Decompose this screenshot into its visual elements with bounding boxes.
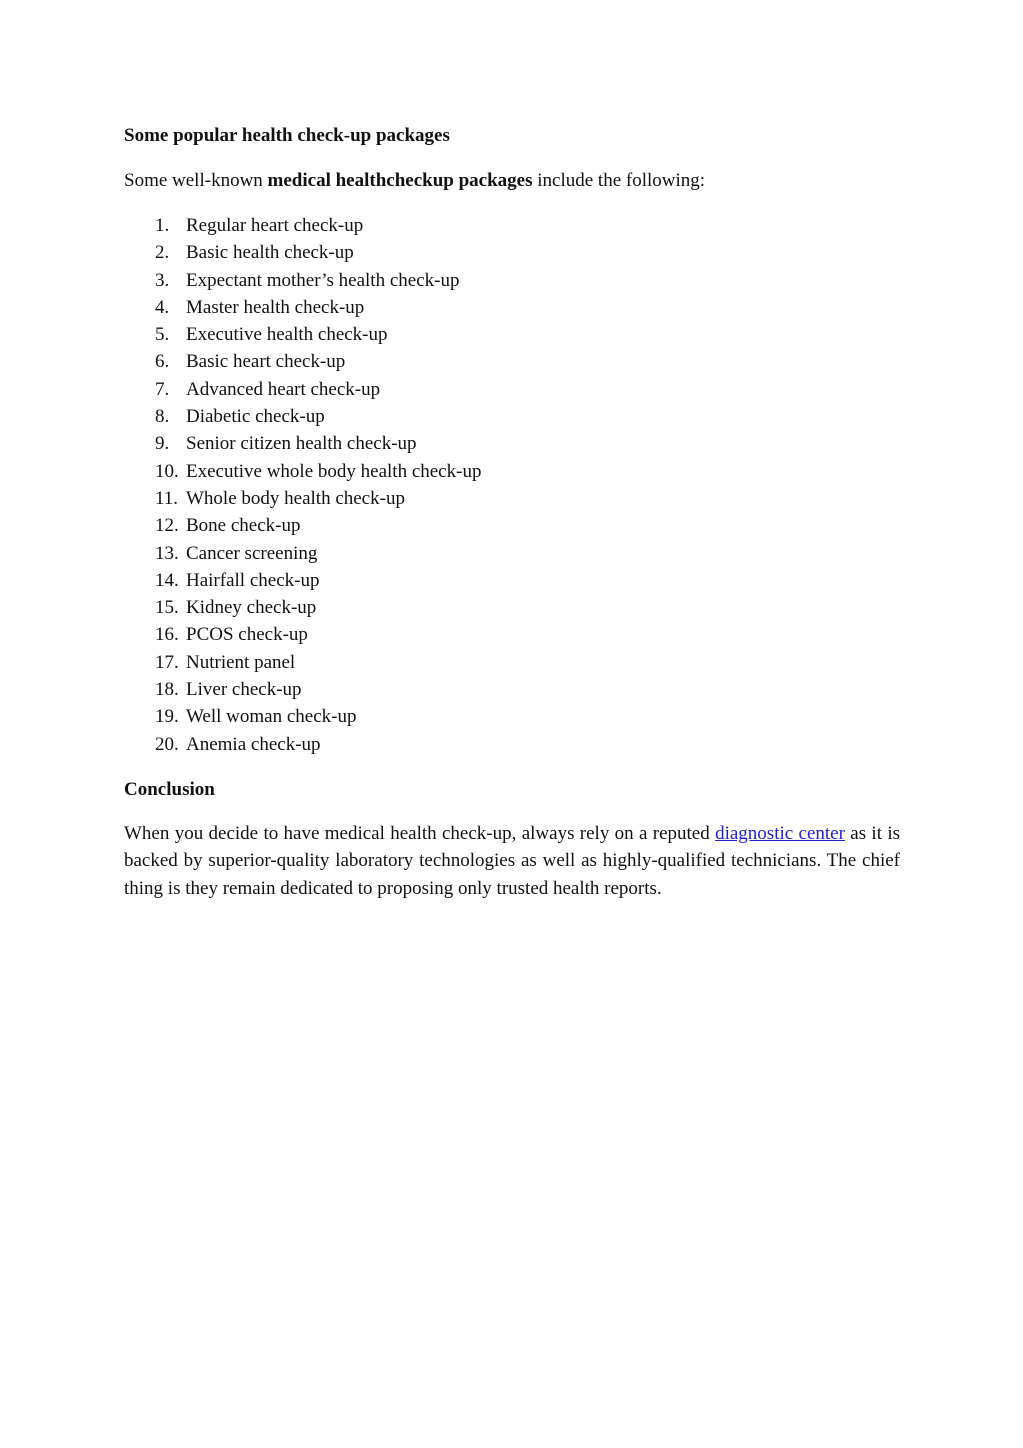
list-item (124, 321, 900, 348)
list-item-number: 3. (155, 269, 170, 291)
intro-text-after: include the following: (532, 170, 706, 191)
list-item (124, 540, 900, 567)
list-item-number: 5. (155, 324, 170, 346)
list-item-label: Advanced heart check-up (186, 378, 381, 400)
list-item-number: 14. (155, 569, 179, 591)
list-item-label: Well woman check-up (186, 706, 357, 728)
intro-paragraph (124, 167, 900, 194)
list-item-number: 17. (155, 651, 179, 673)
list-item (124, 430, 900, 457)
list-item (124, 294, 900, 321)
list-item-label: Anemia check-up (186, 733, 321, 755)
list-item (124, 621, 900, 648)
conclusion-text-after: as it is backed by superior-quality laboratory technologies as well as highly-qualified technicians. The chief thing is they remain dedicated to proposing only trusted health reports. (124, 822, 900, 899)
list-item-label: Expectant mother’s health check-up (186, 269, 460, 291)
list-item-number: 13. (155, 542, 179, 564)
list-item-number: 8. (155, 406, 170, 428)
list-item-label: Senior citizen health check-up (186, 433, 417, 455)
list-item-label: Regular heart check-up (186, 215, 364, 236)
list-item-label: PCOS check-up (186, 624, 308, 646)
list-item-number: 18. (155, 679, 179, 701)
list-item-number: 20. (155, 733, 179, 755)
list-item-label: Cancer screening (186, 542, 318, 564)
list-item-number: 9. (155, 433, 170, 455)
list-item (124, 403, 900, 430)
list-item-label: Executive whole body health check-up (186, 460, 482, 482)
list-item-number: 19. (155, 706, 179, 728)
diagnostic-center-link[interactable]: diagnostic center (715, 822, 845, 844)
list-item-label: Diabetic check-up (186, 406, 325, 428)
list-item-label: Whole body health check-up (186, 487, 405, 509)
list-item-label: Hairfall check-up (186, 569, 320, 591)
list-item (124, 594, 900, 621)
intro-text-before: Some well-known (124, 170, 268, 191)
list-item (124, 239, 900, 266)
list-item (124, 348, 900, 375)
intro-bold-phrase: medical healthcheckup packages (267, 170, 533, 191)
list-item-label: Master health check-up (186, 296, 365, 318)
packages-list (124, 212, 900, 758)
conclusion-text-before: When you decide to have medical health check-up, always rely on a reputed (124, 822, 716, 844)
conclusion-paragraph (124, 820, 900, 903)
list-item-label: Liver check-up (186, 679, 302, 701)
list-item (124, 458, 900, 485)
list-item-number: 16. (155, 624, 179, 646)
conclusion-heading: Conclusion (124, 778, 215, 800)
list-item (124, 267, 900, 294)
list-item-number: 10. (155, 460, 179, 482)
list-item-number: 11. (155, 487, 179, 509)
list-item-number: 12. (155, 515, 179, 537)
list-item (124, 649, 900, 676)
list-item-label: Bone check-up (186, 515, 301, 537)
list-item-number: 15. (155, 597, 179, 619)
list-item-label: Basic heart check-up (186, 351, 346, 373)
section-heading: Some popular health check-up packages (124, 125, 450, 146)
document-content (124, 122, 900, 902)
list-item-number: 1. (155, 215, 170, 236)
list-item (124, 676, 900, 703)
list-item (124, 703, 900, 730)
list-item-label: Basic health check-up (186, 242, 354, 264)
list-item (124, 212, 900, 239)
list-item (124, 731, 900, 758)
list-item-number: 6. (155, 351, 170, 373)
list-item (124, 485, 900, 512)
list-item (124, 512, 900, 539)
list-item-number: 7. (155, 378, 170, 400)
list-item-label: Kidney check-up (186, 597, 317, 619)
list-item-number: 4. (155, 296, 170, 318)
list-item-number: 2. (155, 242, 170, 264)
list-item (124, 567, 900, 594)
list-item-label: Executive health check-up (186, 324, 388, 346)
list-item-label: Nutrient panel (186, 651, 296, 673)
list-item (124, 376, 900, 403)
